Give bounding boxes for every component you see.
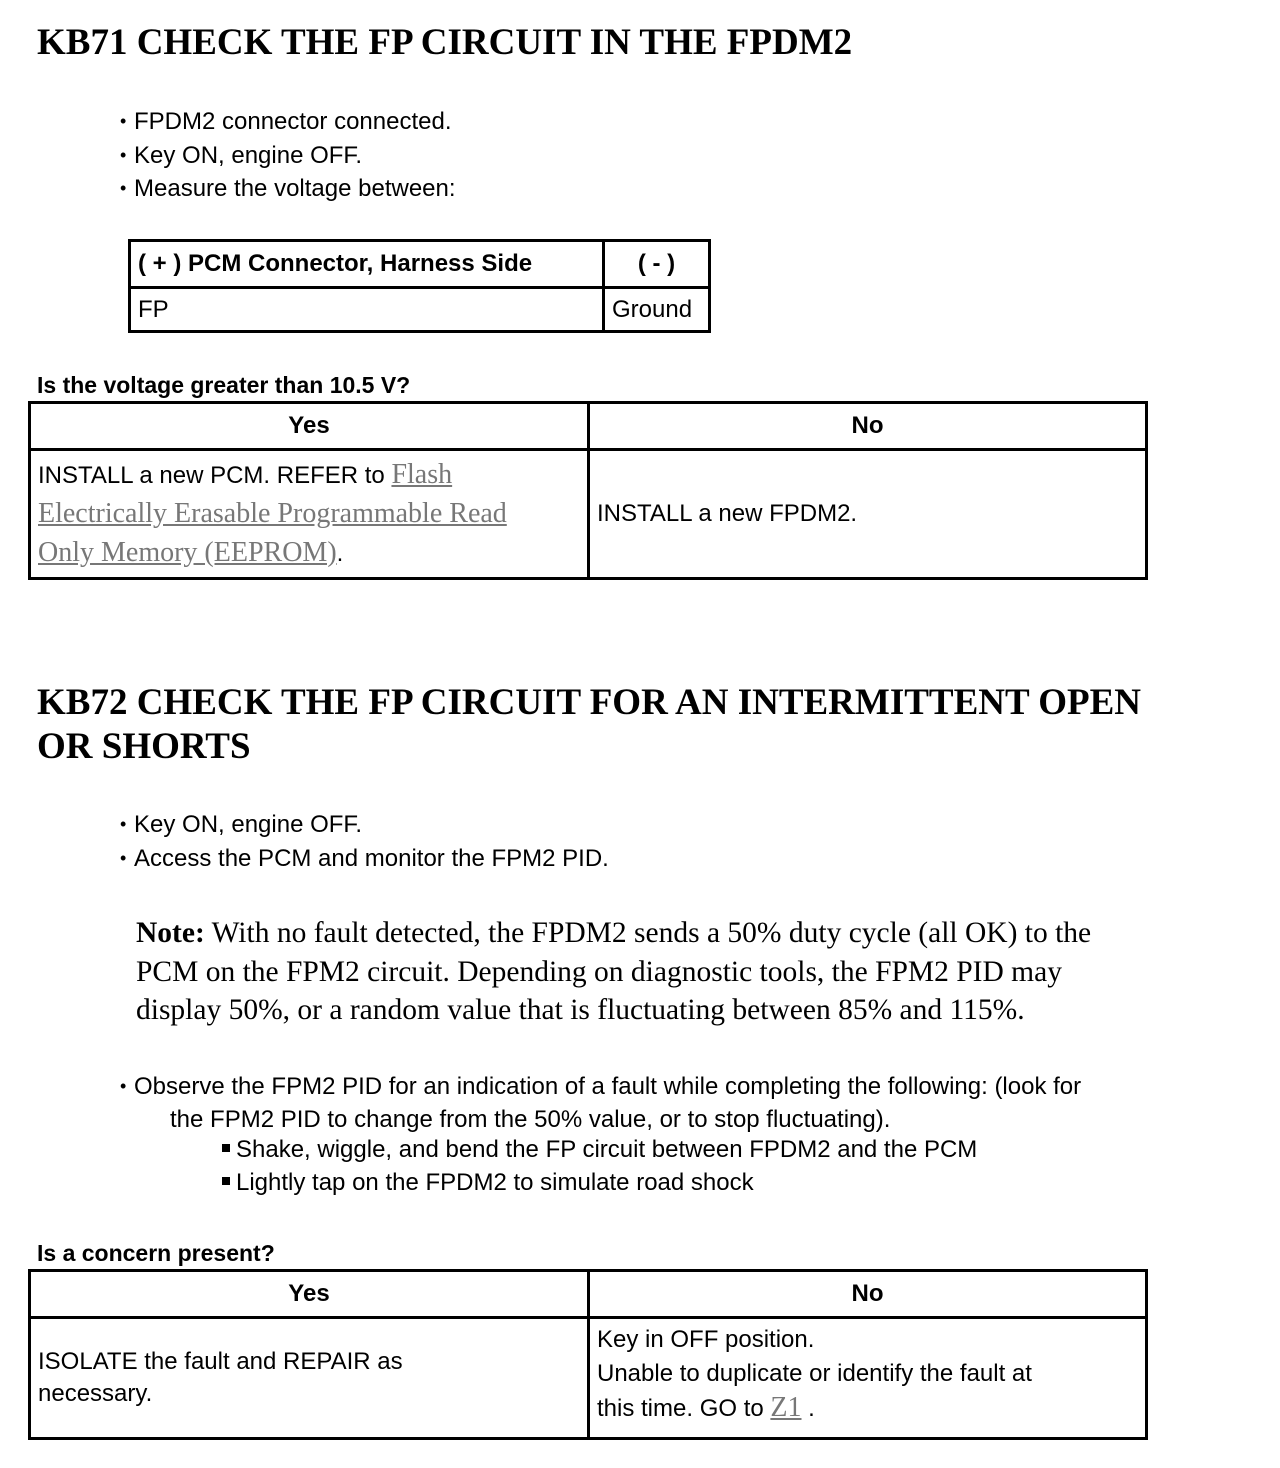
- bullet-dot-icon: •: [120, 1076, 127, 1096]
- kb72-title-line2: OR SHORTS: [37, 726, 251, 767]
- kb72-answer-table: [28, 1269, 1148, 1440]
- list-item: • Key ON, engine OFF.: [120, 139, 456, 173]
- measure-header-positive: ( + ) PCM Connector, Harness Side: [130, 241, 604, 288]
- list-item: • FPDM2 connector connected.: [120, 105, 456, 139]
- no-header: No: [589, 1271, 1147, 1318]
- no-cell: Key in OFF position. Unable to duplicate or identify the fault at this time. GO to Z1 .: [589, 1318, 1147, 1439]
- z1-link[interactable]: Z1: [770, 1392, 802, 1423]
- yes-cell: INSTALL a new PCM. REFER to Flash Electrically Erasable Programmable Read Only Memory (EEPROM).: [30, 450, 589, 579]
- eeprom-link[interactable]: Flash Electrically Erasable Programmable Read Only Memory (EEPROM): [38, 458, 507, 568]
- bullet-dot-icon: •: [120, 178, 127, 198]
- kb71-title: KB71 CHECK THE FP CIRCUIT IN THE FPDM2: [37, 22, 853, 63]
- list-item: • Key ON, engine OFF.: [120, 808, 609, 842]
- no-header: No: [589, 403, 1147, 450]
- kb71-measure-table: [128, 239, 711, 333]
- bullet-dot-icon: •: [120, 814, 127, 834]
- kb72-observe-bullet: • Observe the FPM2 PID for an indication of a fault while completing the following: (look for the FPM2 PID to change from the 50% value, or to stop fluctuating).: [120, 1070, 1081, 1136]
- yes-header: Yes: [30, 1271, 589, 1318]
- kb72-note: Note: With no fault detected, the FPDM2 sends a 50% duty cycle (all OK) to the PCM on the FPM2 circuit. Depending on diagnostic tools, the FPM2 PID may display 50%, or a random value that is fluctuating between 85% and 115%.: [136, 917, 1092, 1026]
- kb72-sub-bullet-list: [222, 1134, 977, 1199]
- bullet-dot-icon: •: [120, 144, 127, 165]
- measure-header-negative: ( - ): [604, 241, 710, 288]
- kb72-title-line1: KB72 CHECK THE FP CIRCUIT FOR AN INTERMITTENT OPEN: [37, 682, 1142, 723]
- kb71-answer-table: [28, 401, 1148, 580]
- bullet-dot-icon: •: [120, 847, 127, 868]
- kb71-bullet-list: [120, 105, 456, 206]
- kb72-bullet-list: [120, 808, 609, 875]
- list-item: Lightly tap on the FPDM2 to simulate road shock: [222, 1167, 977, 1200]
- list-item: • Measure the voltage between:: [120, 172, 456, 206]
- list-item: • Access the PCM and monitor the FPM2 PID.: [120, 842, 609, 876]
- yes-cell: ISOLATE the fault and REPAIR as necessary.: [30, 1318, 589, 1439]
- yes-header: Yes: [30, 403, 589, 450]
- measure-cell-positive: FP: [130, 288, 604, 332]
- bullet-dot-icon: •: [120, 111, 127, 131]
- no-cell: INSTALL a new FPDM2.: [589, 450, 1147, 579]
- kb72-title: [37, 681, 1141, 769]
- square-bullet-icon: [222, 1144, 230, 1152]
- list-item: Shake, wiggle, and bend the FP circuit between FPDM2 and the PCM: [222, 1134, 977, 1167]
- kb71-question: Is the voltage greater than 10.5 V?: [37, 372, 411, 398]
- square-bullet-icon: [222, 1177, 230, 1185]
- note-label: Note:: [136, 917, 205, 949]
- measure-cell-negative: Ground: [604, 288, 710, 332]
- kb72-question: Is a concern present?: [37, 1240, 275, 1266]
